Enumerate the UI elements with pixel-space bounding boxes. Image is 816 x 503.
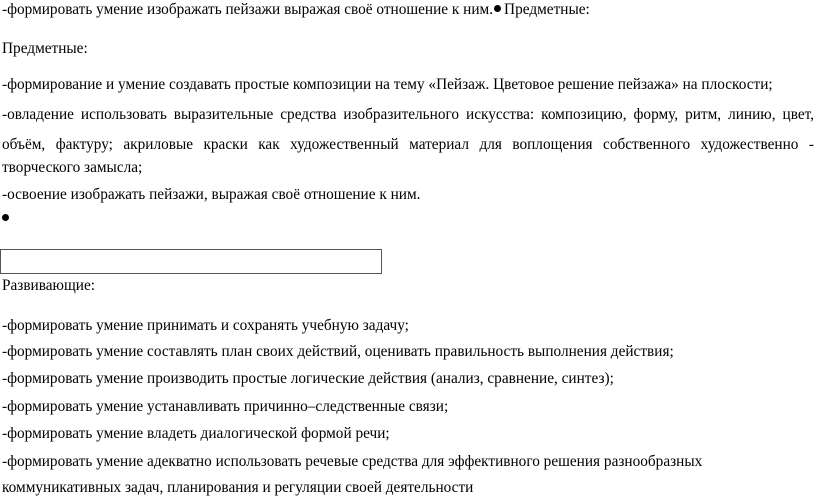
- subject-item-2-line-3: творческого замысла;: [2, 159, 143, 176]
- empty-frame: [0, 249, 382, 274]
- subject-item-3: -освоение изображать пейзажи, выражая своё отношение к ним.: [2, 186, 421, 203]
- subject-item-1: -формирование и умение создавать простые композиции на тему «Пейзаж. Цветовое решение пейзажа» на плоскости;: [2, 76, 773, 93]
- developing-item-5: -формировать умение владеть диалогической формой речи;: [2, 425, 390, 442]
- developing-item-6-line-1: -формировать умение адекватно использовать речевые средства для эффективного решения разнообразных: [2, 453, 703, 470]
- intro-text: -формировать умение изображать пейзажи выражая своё отношение к ним.: [2, 1, 494, 18]
- subject-heading: Предметные:: [2, 40, 88, 57]
- developing-item-4: -формировать умение устанавливать причинно–следственные связи;: [2, 398, 449, 415]
- subject-item-2-line-1: -овладение использовать выразительные средства изобразительного искусства: композицию, форму, ритм, линию, цвет,: [2, 106, 814, 123]
- intro-line: [2, 1, 590, 19]
- developing-item-1: -формировать умение принимать и сохранять учебную задачу;: [2, 317, 409, 334]
- bullet-icon: [2, 214, 9, 221]
- bullet-icon: [494, 5, 501, 12]
- developing-item-6-line-2: коммуникативных задач, планирования и регуляции своей деятельности: [2, 479, 474, 496]
- developing-item-3: -формировать умение производить простые логические действия (анализ, сравнение, синтез);: [2, 370, 614, 387]
- developing-heading: Развивающие:: [2, 277, 95, 294]
- subject-item-2-line-2: объём, фактуру; акриловые краски как художественный материал для воплощения собственного художественно -: [2, 136, 814, 153]
- intro-tail: Предметные:: [504, 1, 590, 18]
- developing-item-2: -формировать умение составлять план своих действий, оценивать правильность выполнения действия;: [2, 343, 674, 360]
